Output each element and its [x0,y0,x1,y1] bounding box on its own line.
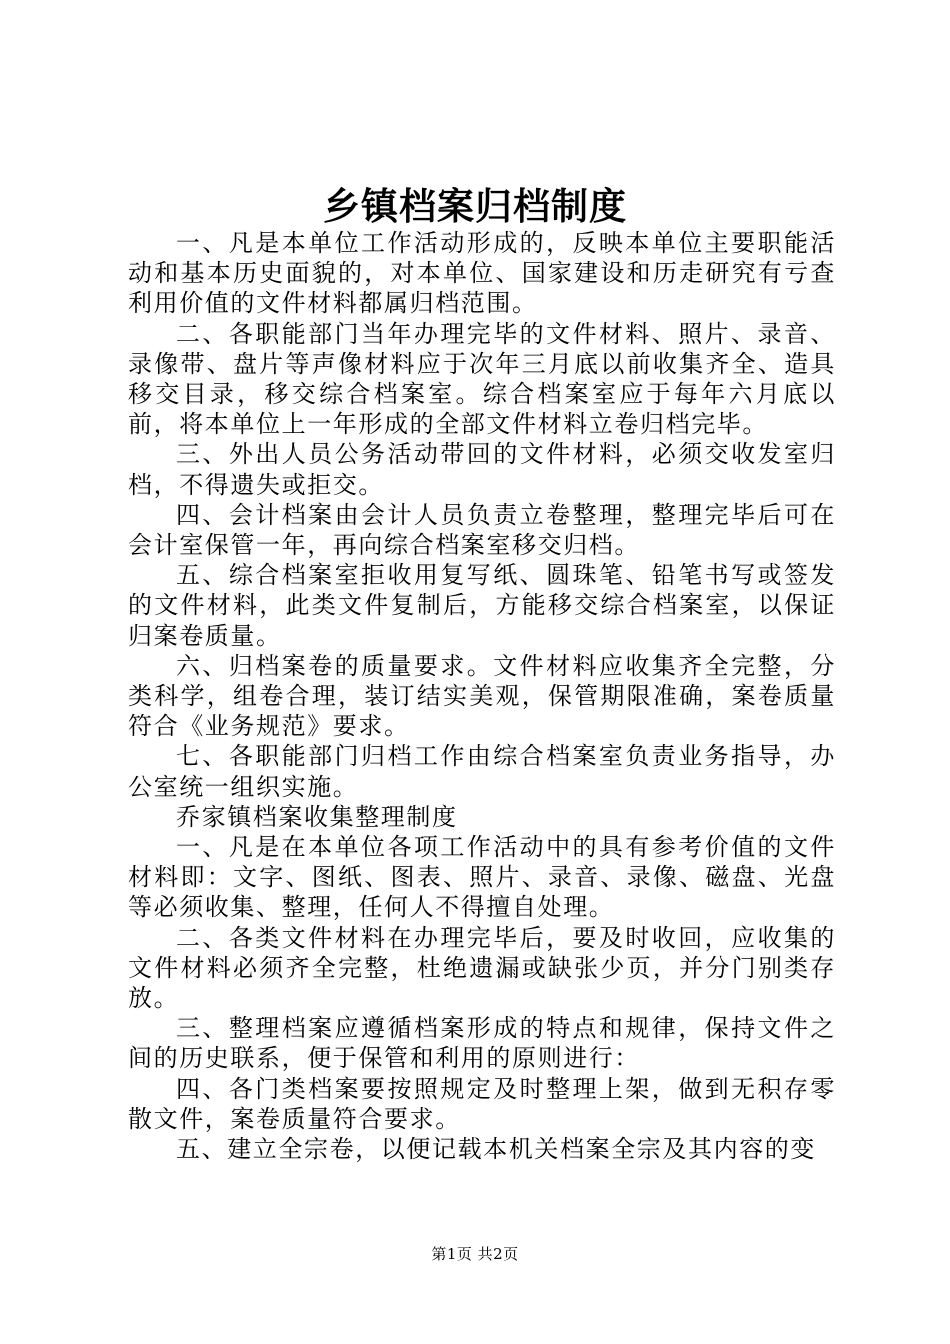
paragraph-9: 二、各类文件材料在办理完毕后，要及时收回，应收集的文件材料必须齐全完整，杜绝遗漏或缺张少页，并分门别类存放。 [128,923,836,1013]
paragraph-11: 四、各门类档案要按照规定及时整理上架，做到无积存零散文件，案卷质量符合要求。 [128,1074,836,1133]
section-heading: 乔家镇档案收集整理制度 [176,802,458,831]
document-body [128,228,836,1164]
paragraph-1: 一、凡是本单位工作活动形成的，反映本单位主要职能活动和基本历史面貌的，对本单位、国家建设和历走研究有亏查利用价值的文件材料都属归档范围。 [128,229,836,318]
paragraph-2: 二、各职能部门当年办理完毕的文件材料、照片、录音、录像带、盘片等声像材料应于次年三月底以前收集齐全、造具移交目录，移交综合档案室。综合档案室应于每年六月底以前，将本单位上一年形成的全部文件材料立卷归档完毕。 [128,319,836,439]
page-number-footer: 第1页 共2页 [431,1245,519,1263]
paragraph-8: 一、凡是在本单位各项工作活动中的具有参考价值的文件材料即：文字、图纸、图表、照片、录音、录像、磁盘、光盘等必须收集、整理，任何人不得擅自处理。 [128,833,836,922]
paragraph-10: 三、整理档案应遵循档案形成的特点和规律，保持文件之间的历史联系，便于保管和利用的原则进行： [128,1014,836,1073]
paragraph-4: 四、会计档案由会计人员负责立卷整理，整理完毕后可在会计室保管一年，再向综合档案室移交归档。 [128,500,836,560]
document-title: 乡镇档案归档制度 [323,185,627,228]
paragraph-6: 六、归档案卷的质量要求。文件材料应收集齐全完整，分类科学，组卷合理，装订结实美观，保管期限准确，案卷质量符合《业务规范》要求。 [128,651,836,741]
paragraph-7: 七、各职能部门归档工作由综合档案室负责业务指导，办公室统一组织实施。 [128,742,836,801]
paragraph-5: 五、综合档案室拒收用复写纸、圆珠笔、铅笔书写或签发的文件材料，此类文件复制后，方能移交综合档案室，以保证归案卷质量。 [128,561,836,650]
paragraph-12: 五、建立全宗卷，以便记载本机关档案全宗及其内容的变 [176,1135,816,1164]
paragraph-3: 三、外出人员公务活动带回的文件材料，必须交收发室归档，不得遗失或拒交。 [128,440,836,499]
